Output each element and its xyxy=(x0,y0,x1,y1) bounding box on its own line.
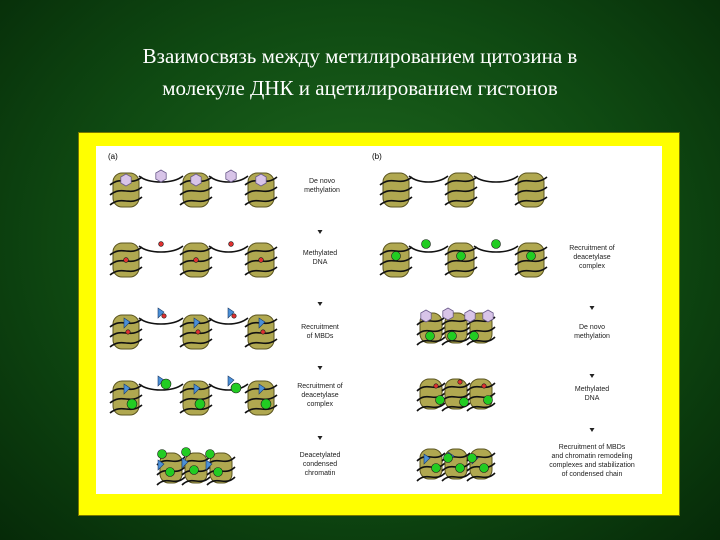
slide-title-line-2: молекуле ДНК и ацетилированием гистонов xyxy=(162,76,558,100)
step-arrow xyxy=(590,428,595,432)
deacetylase-complex xyxy=(527,252,536,261)
nucleosome xyxy=(420,449,442,479)
dna-linker xyxy=(139,318,183,324)
methyl-mark xyxy=(259,258,264,263)
methyl-mark xyxy=(126,330,130,334)
b-step4-line1: Recruitment of MBDs xyxy=(558,444,626,451)
figure-panel xyxy=(96,146,662,494)
methyl-mark xyxy=(482,384,486,388)
dna-linker xyxy=(139,246,183,252)
a-step3-line2: of MBDs xyxy=(306,333,334,340)
step-arrow xyxy=(318,436,323,440)
step-arrow xyxy=(590,374,595,378)
a-step1-line1: De novo xyxy=(308,178,336,185)
methyl-mark xyxy=(196,330,200,334)
a-step5-line3: chromatin xyxy=(304,470,336,477)
b-step1-line1: Recruitment of xyxy=(569,245,615,252)
dnmt-enzyme xyxy=(465,310,475,322)
a-step5-line2: condensed xyxy=(302,461,338,468)
slide-title xyxy=(0,40,720,104)
step-arrow xyxy=(318,302,323,306)
dnmt-enzyme xyxy=(191,174,201,186)
deacetylase-complex xyxy=(190,466,199,475)
methyl-mark xyxy=(159,242,164,247)
chromatin-diagram xyxy=(96,146,662,494)
deacetylase-complex xyxy=(468,454,477,463)
deacetylase-complex xyxy=(195,399,205,409)
a-step4-line2: deacetylase xyxy=(301,392,339,399)
dna-linker xyxy=(409,176,448,182)
deacetylase-complex xyxy=(432,464,441,473)
deacetylase-complex xyxy=(182,448,191,457)
b-step1-line2: deacetylase xyxy=(573,254,611,261)
deacetylase-complex xyxy=(470,332,479,341)
deacetylase-complex xyxy=(158,450,167,459)
panel-a-label: (a) xyxy=(108,152,118,161)
methyl-mark xyxy=(458,380,462,384)
deacetylase-complex xyxy=(492,240,501,249)
deacetylase-complex xyxy=(214,468,223,477)
a-step5-line1: Deacetylated xyxy=(299,452,341,459)
dnmt-enzyme xyxy=(226,170,236,182)
dnmt-enzyme xyxy=(421,310,431,322)
b-step2-line2: methylation xyxy=(574,333,610,340)
step-arrow xyxy=(318,230,323,234)
dnmt-enzyme xyxy=(256,174,266,186)
methyl-mark xyxy=(124,258,129,263)
deacetylase-complex xyxy=(448,332,457,341)
dnmt-enzyme xyxy=(156,170,166,182)
b-step4-line2: and chromatin remodeling xyxy=(551,453,633,460)
deacetylase-complex xyxy=(426,332,435,341)
a-step2-line1: Methylated xyxy=(302,250,338,257)
deacetylase-complex xyxy=(166,468,175,477)
deacetylase-complex xyxy=(484,396,493,405)
deacetylase-complex xyxy=(480,464,489,473)
a-step2-line2: DNA xyxy=(312,259,328,266)
deacetylase-complex xyxy=(392,252,401,261)
deacetylase-complex xyxy=(436,396,445,405)
dna-linker xyxy=(209,318,248,324)
deacetylase-complex xyxy=(206,450,215,459)
a-step4-line3: complex xyxy=(306,401,334,408)
step-arrow xyxy=(590,306,595,310)
b-step4-line4: of condensed chain xyxy=(561,471,623,478)
methyl-mark xyxy=(232,314,236,318)
dna-linker xyxy=(209,246,248,252)
deacetylase-complex xyxy=(460,398,469,407)
deacetylase-complex xyxy=(422,240,431,249)
slide-title-line-1: Взаимосвязь между метилированием цитозина в xyxy=(142,44,578,68)
methyl-mark xyxy=(229,242,234,247)
deacetylase-complex xyxy=(161,379,171,389)
step-arrow xyxy=(318,366,323,370)
nucleosome xyxy=(210,453,232,483)
deacetylase-complex xyxy=(457,252,466,261)
deacetylase-complex xyxy=(444,454,453,463)
panel-b-label: (b) xyxy=(372,152,382,161)
b-step1-line3: complex xyxy=(578,263,606,270)
b-step2-line1: De novo xyxy=(578,324,606,331)
a-step3-line1: Recruitment xyxy=(301,324,339,331)
a-step1-line2: methylation xyxy=(304,187,340,194)
dna-linker xyxy=(474,176,518,182)
b-step3-line2: DNA xyxy=(584,395,600,402)
b-step4-line3: complexes and stabilization xyxy=(549,462,635,469)
methyl-mark xyxy=(261,330,265,334)
deacetylase-complex xyxy=(231,383,241,393)
methyl-mark xyxy=(434,384,438,388)
deacetylase-complex xyxy=(127,399,137,409)
dnmt-enzyme xyxy=(443,308,453,320)
methyl-mark xyxy=(194,258,199,263)
deacetylase-complex xyxy=(456,464,465,473)
b-step3-line1: Methylated xyxy=(574,386,610,393)
a-step4-line1: Recruitment of xyxy=(297,383,343,390)
dnmt-enzyme xyxy=(121,174,131,186)
deacetylase-complex xyxy=(261,399,271,409)
dnmt-enzyme xyxy=(483,310,493,322)
methyl-mark xyxy=(162,314,166,318)
